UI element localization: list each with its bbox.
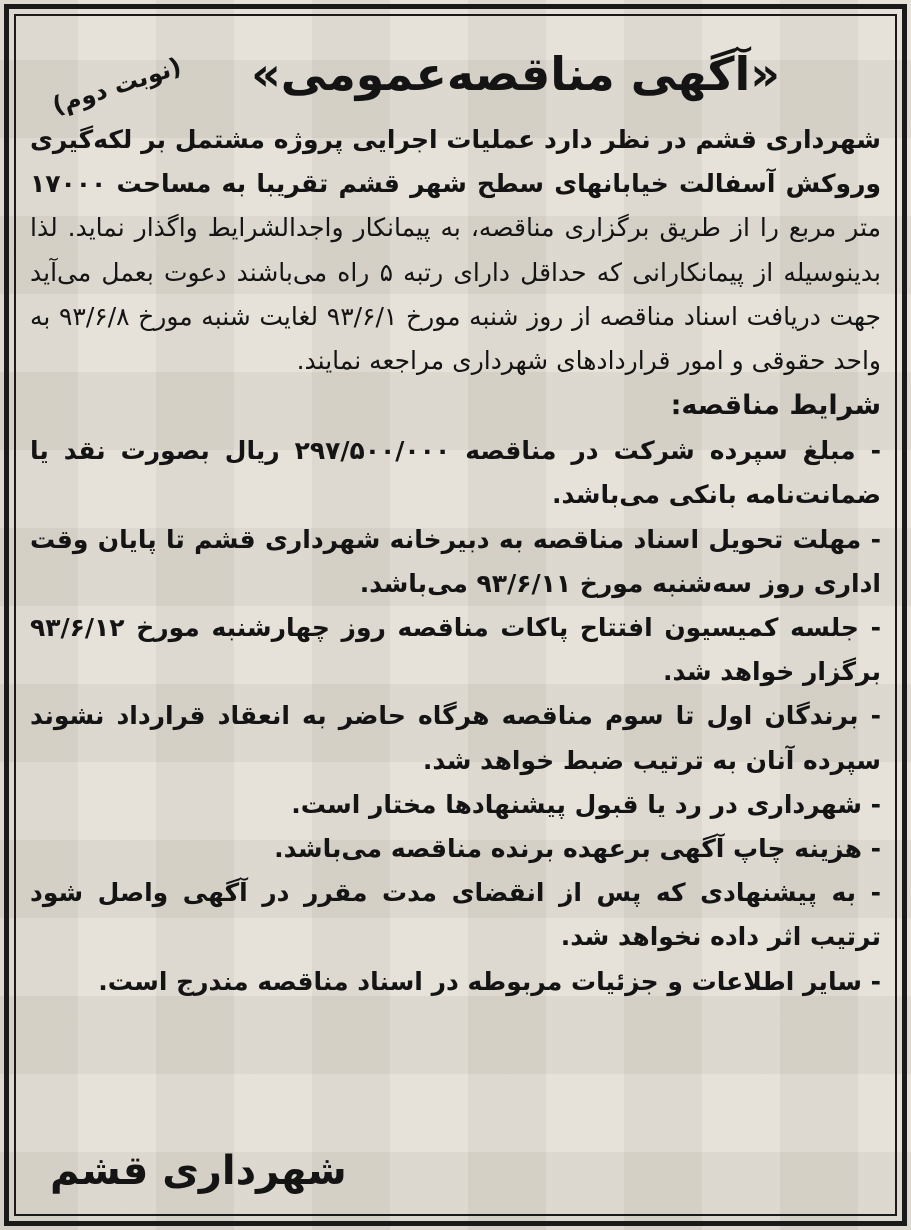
condition-item: - به پیشنهادی که پس از انقضای مدت مقرر در آگهی واصل شود ترتیب اثر داده نخواهد شد. bbox=[30, 878, 881, 952]
conditions-list bbox=[30, 429, 881, 1004]
notice-intro bbox=[30, 118, 881, 383]
condition-item: - سایر اطلاعات و جزئیات مربوطه در اسناد مناقصه مندرج است. bbox=[98, 966, 881, 996]
condition-item: - جلسه کمیسیون افتتاح پاکات مناقصه روز چهارشنبه مورخ ۹۳/۶/۱۲ برگزار خواهد شد. bbox=[30, 613, 881, 687]
intro-bold-text: شهرداری قشم در نظر دارد عملیات اجرایی پروژه مشتمل بر لکه‌گیری وروکش آسفالت خیابانهای سطح شهر قشم تقریبا به مساحت ۱۷۰۰۰ bbox=[30, 125, 881, 199]
condition-item: - هزینه چاپ آگهی برعهده برنده مناقصه می‌باشد. bbox=[274, 834, 881, 864]
condition-item: - شهرداری در رد یا قبول پیشنهادها مختار است. bbox=[291, 789, 881, 819]
condition-item: - مبلغ سپرده شرکت در مناقصه ۲۹۷/۵۰۰/۰۰۰ ریال بصورت نقد یا ضمانت‌نامه بانکی می‌باشد. bbox=[30, 436, 881, 510]
intro-text: متر مربع را از طریق برگزاری مناقصه، به پیمانکار واجدالشرایط واگذار نماید. لذا بدینوسیله از پیمانکارانی که حداقل دارای رتبه ۵ راه می‌باشند دعوت بعمل می‌آید جهت دریافت اسناد مناقصه از روز شنبه مورخ ۹۳/۶/۱ لغایت شنبه مورخ ۹۳/۶/۸ به واحد حقوقی و امور قراردادهای شهرداری مراجعه نمایند. bbox=[30, 213, 882, 376]
condition-item: - برندگان اول تا سوم مناقصه هرگاه حاضر به انعقاد قرارداد نشوند سپرده آنان به ترتیب ضبط خواهد شد. bbox=[30, 701, 881, 775]
condition-item: - مهلت تحویل اسناد مناقصه به دبیرخانه شهرداری قشم تا پایان وقت اداری روز سه‌شنبه مورخ ۹۳/۶/۱۱ می‌باشد. bbox=[30, 524, 881, 598]
conditions-heading: شرایط مناقصه: bbox=[670, 390, 881, 422]
notice-title: «آگهی مناقصه‌عمومی» bbox=[251, 47, 780, 101]
notice-content bbox=[30, 30, 881, 1200]
round-note: (نوبت دوم) bbox=[48, 52, 185, 120]
signature: شهرداری قشم bbox=[50, 1148, 347, 1194]
